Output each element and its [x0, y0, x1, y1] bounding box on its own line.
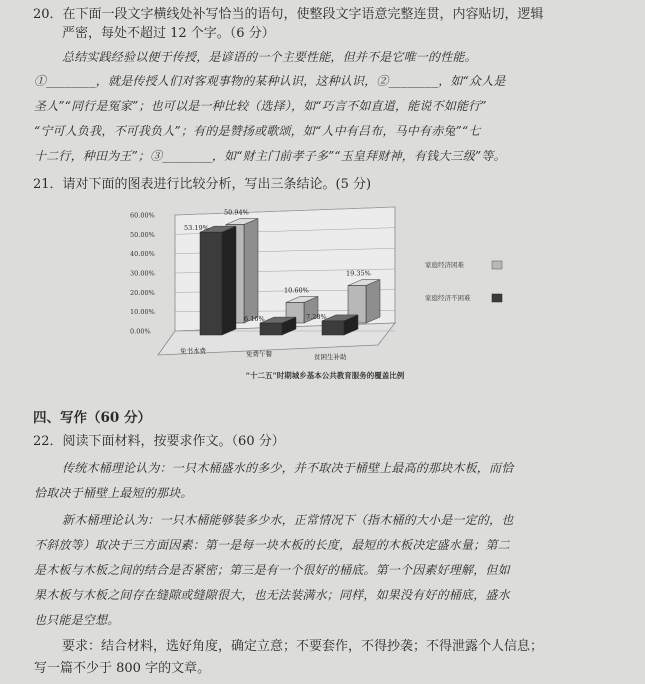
q20-paragraph-line: ①________，就是传授人们对客观事物的某种认识，这种认识，②________，如“众人是 — [34, 74, 506, 88]
bar — [322, 321, 344, 335]
y-tick-label: 10.00% — [130, 308, 155, 317]
y-tick-label: 60.00% — [130, 211, 155, 220]
q22-heading: 22．阅读下面材料，按要求作文。（60 分） — [33, 434, 285, 449]
q20-paragraph-line: 圣人”“同行是冤家”；也可以是一种比较（选择），如“巧言不如直道，能说不如能行” — [34, 99, 487, 113]
y-tick-label: 40.00% — [130, 250, 155, 259]
q22-requirement: 写一篇不少于 800 字的文章。 — [34, 661, 211, 676]
q20-paragraph-line: 总结实践经验以便于传授，是谚语的一个主要性能，但并不是它唯一的性能。 — [62, 50, 477, 64]
bar — [200, 232, 222, 335]
bar-chart — [130, 205, 530, 385]
q20-paragraph-line: 十二行，种田为王”；③________，如“财主门前孝子多”“玉皇拜财神，有钱大三级”等。 — [34, 149, 506, 163]
y-tick-label: 30.00% — [130, 269, 155, 278]
bar-side-face — [244, 219, 258, 323]
y-tick-label: 50.00% — [130, 230, 155, 239]
bar-side-face — [222, 226, 236, 335]
data-label: 6.16% — [244, 315, 265, 324]
category-label: 免书本费 — [180, 347, 206, 355]
q22-paragraph-line: 不斜放等）取决于三方面因素：第一是每一块木板的长度，最短的木板决定盛水量；第二 — [34, 538, 510, 552]
legend-label-series-1: 家庭经济困难 — [425, 261, 464, 269]
q21-heading: 21．请对下面的图表进行比较分析，写出三条结论。(5 分) — [33, 177, 372, 192]
q22-paragraph-line: 也只能是空想。 — [34, 613, 120, 627]
data-label: 7.28% — [306, 312, 327, 321]
bar — [260, 323, 282, 335]
q22-paragraph-line: 是木板与木板之间的结合是否紧密；第三是有一个很好的桶底。第一个因素好理解，但如 — [34, 563, 510, 577]
bar-side-face — [366, 280, 380, 323]
category-label: 免费午餐 — [246, 350, 272, 358]
q22-paragraph-line: 恰取决于桶壁上最短的那块。 — [34, 486, 193, 500]
y-axis-ticks — [130, 212, 155, 336]
data-label: 50.94% — [224, 208, 249, 217]
chart-title: “十二五”时期城乡基本公共教育服务的覆盖比例 — [245, 371, 405, 380]
q20-heading: 20．在下面一段文字横线处补写恰当的语句，使整段文字语意完整连贯，内容贴切，逻辑 — [33, 7, 544, 22]
chart-legend — [425, 260, 502, 302]
category-label: 贫困生补助 — [314, 353, 347, 361]
y-tick-label: 0.00% — [130, 327, 151, 336]
section-title: 四、写作（60 分） — [33, 410, 151, 426]
bar-chart-svg — [130, 205, 530, 385]
legend-swatch-series-2 — [492, 294, 502, 302]
q20-paragraph-line: “宁可人负我，不可我负人”；有的是赞扬或歌颂，如“人中有吕布，马中有赤兔”“七 — [34, 124, 481, 138]
q22-paragraph-line: 果木板与木板之间存在缝隙或缝隙很大，也无法装满水；同样，如果没有好的桶底，盛水 — [34, 588, 510, 602]
q22-paragraph-line: 传统木桶理论认为：一只木桶盛水的多少，并不取决于桶壁上最高的那块木板，而恰 — [62, 461, 514, 475]
data-label: 19.35% — [346, 269, 371, 278]
legend-label-series-2: 家庭经济不困难 — [425, 294, 471, 302]
q20-heading-cont: 严密，每处不超过 12 个字。（6 分） — [62, 26, 275, 41]
q22-requirement: 要求：结合材料，选好角度，确定立意；不要套作，不得抄袭；不得泄露个人信息； — [62, 639, 544, 654]
y-tick-label: 20.00% — [130, 288, 155, 297]
legend-swatch-series-1 — [492, 261, 502, 269]
data-label: 10.60% — [284, 286, 309, 295]
q22-paragraph-line: 新木桶理论认为：一只木桶能够装多少水，正常情况下（指木桶的大小是一定的，也 — [62, 513, 514, 527]
data-label: 53.19% — [184, 224, 209, 233]
